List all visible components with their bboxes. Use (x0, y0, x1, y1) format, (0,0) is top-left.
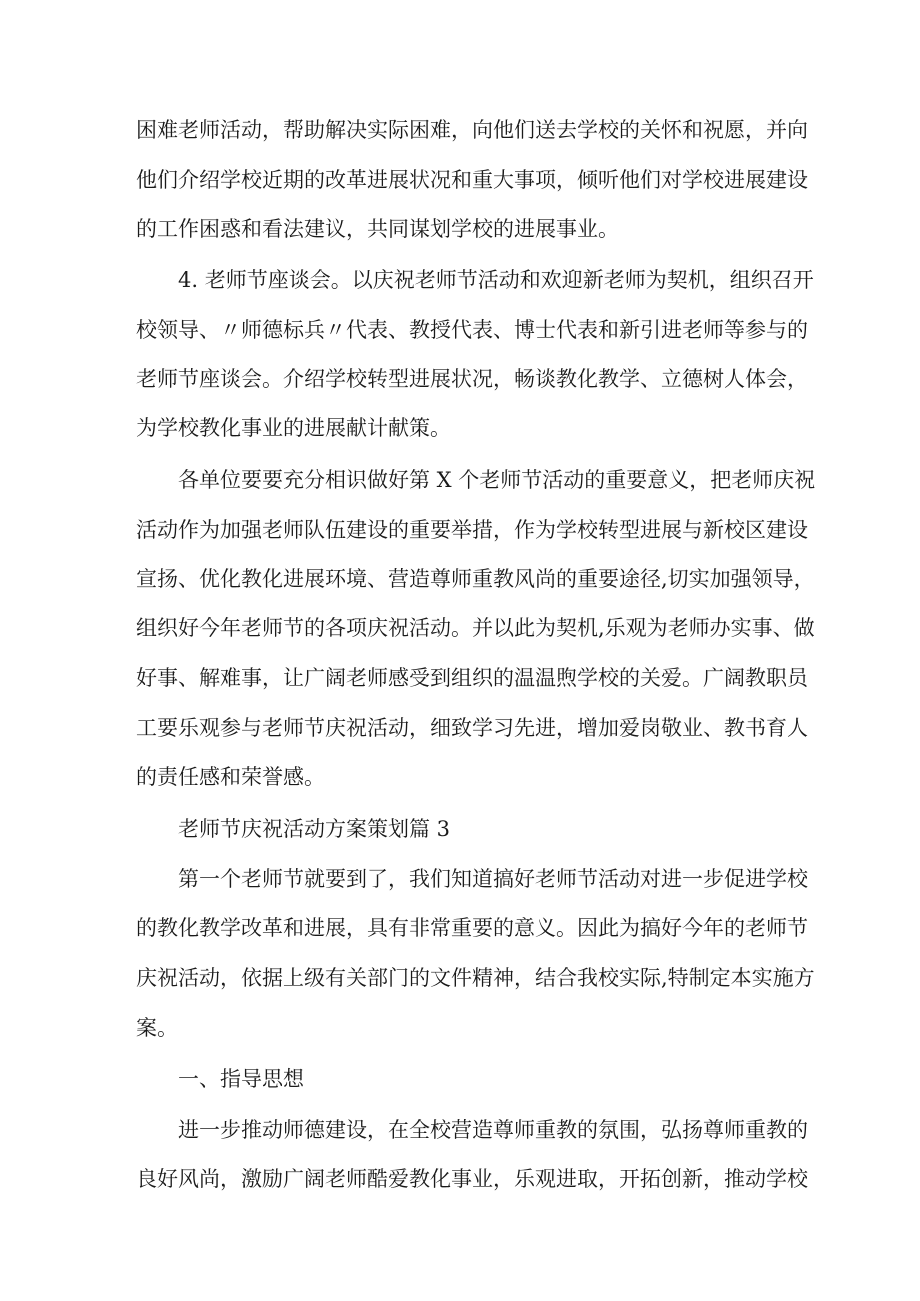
paragraph-line: 第一个老师节就要到了，我们知道搞好老师节活动对进一步促进学校 (178, 867, 808, 891)
paragraph-line: 的工作困惑和看法建议，共同谋划学校的进展事业。 (136, 217, 619, 241)
paragraph-line: 为学校教化事业的进展献计献策。 (136, 416, 451, 440)
paragraph-line: 的教化教学改革和进展，具有非常重要的意义。因此为搞好今年的老师节 (136, 916, 808, 940)
paragraph-line: 良好风尚，激励广阔老师酷爱教化事业，乐观进取，开拓创新，推动学校 (136, 1167, 808, 1191)
section-heading: 老师节庆祝活动方案策划篇 3 (178, 817, 451, 841)
paragraph-line: 庆祝活动，依据上级有关部门的文件精神，结合我校实际,特制定本实施方 (136, 966, 815, 990)
paragraph-line: 活动作为加强老师队伍建设的重要举措，作为学校转型进展与新校区建设 (136, 518, 808, 542)
paragraph-line: 4. 老师节座谈会。以庆祝老师节活动和欢迎新老师为契机，组织召开 (178, 268, 814, 292)
paragraph-line: 各单位要要充分相识做好第 X 个老师节活动的重要意义，把老师庆祝 (178, 468, 816, 492)
paragraph-line: 宣扬、优化教化进展环境、营造尊师重教风尚的重要途径,切实加强领导， (136, 567, 815, 591)
paragraph-line: 组织好今年老师节的各项庆祝活动。并以此为契机,乐观为老师办实事、做 (136, 616, 815, 640)
paragraph-line: 好事、解难事，让广阔老师感受到组织的温温煦学校的关爱。广阔教职员 (136, 666, 808, 690)
paragraph-line: 进一步推动师德建设，在全校营造尊师重教的氛围，弘扬尊师重教的 (178, 1118, 808, 1142)
paragraph-line: 老师节座谈会。介绍学校转型进展状况，畅谈教化教学、立德树人体会， (136, 367, 808, 391)
paragraph-line: 案。 (136, 1016, 178, 1040)
section-heading: 一、指导思想 (178, 1067, 304, 1091)
paragraph-line: 校领导、〃师德标兵〃代表、教授代表、博士代表和新引进老师等参与的 (136, 318, 808, 342)
paragraph-line: 工要乐观参与老师节庆祝活动，细致学习先进，增加爱岗敬业、教书育人 (136, 716, 808, 740)
paragraph-line: 困难老师活动，帮助解决实际困难，向他们送去学校的关怀和祝愿，并向 (136, 118, 808, 142)
paragraph-line: 的责任感和荣誉感。 (136, 765, 325, 789)
paragraph-line: 他们介绍学校近期的改革进展状况和重大事项，倾听他们对学校进展建设 (136, 168, 808, 192)
